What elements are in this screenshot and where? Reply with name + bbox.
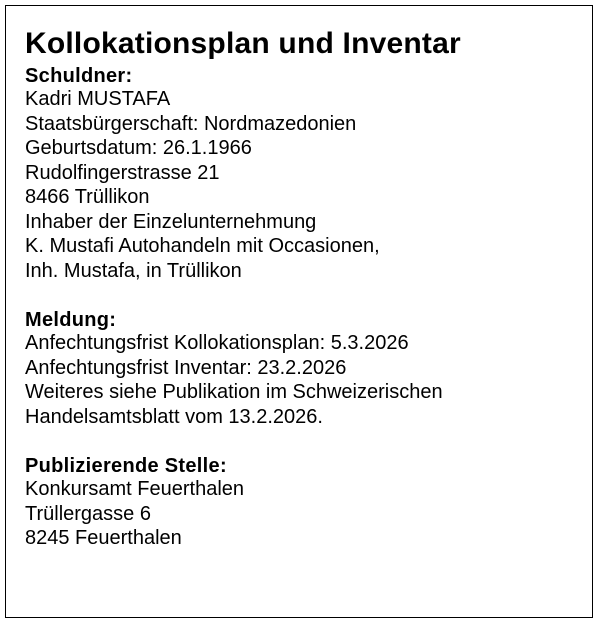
schuldner-heading: Schuldner: [25,65,133,87]
publizierende-stelle-section [25,455,574,551]
meldung-line: Weiteres siehe Publikation im Schweizerischen [25,381,443,403]
stelle-city: 8245 Feuerthalen [25,527,182,549]
schuldner-birthdate: Geburtsdatum: 26.1.1966 [25,137,252,159]
schuldner-business-line-1: Inhaber der Einzelunternehmung [25,210,317,233]
meldung-line: Anfechtungsfrist Kollokationsplan: 5.3.2026 [25,332,409,354]
schuldner-street: Rudolfingerstrasse 21 [25,161,220,184]
schuldner-business-line-2: K. Mustafi Autohandeln mit Occasionen, [25,235,380,257]
notice-box [5,5,593,618]
stelle-street: Trüllergasse 6 [25,502,151,525]
schuldner-business-line-3: Inh. Mustafa, in Trüllikon [25,259,242,282]
meldung-heading: Meldung: [25,309,117,331]
schuldner-name: Kadri MUSTAFA [25,88,171,110]
stelle-office: Konkursamt Feuerthalen [25,478,245,500]
schuldner-section [25,65,574,283]
notice-title: Kollokationsplan und Inventar [25,27,461,60]
meldung-section [25,309,574,429]
meldung-line: Handelsamtsblatt vom 13.2.2026. [25,405,323,428]
publizierende-stelle-heading: Publizierende Stelle: [25,455,227,477]
meldung-line: Anfechtungsfrist Inventar: 23.2.2026 [25,356,347,379]
schuldner-city: 8466 Trüllikon [25,186,150,208]
schuldner-citizenship: Staatsbürgerschaft: Nordmazedonien [25,112,357,135]
